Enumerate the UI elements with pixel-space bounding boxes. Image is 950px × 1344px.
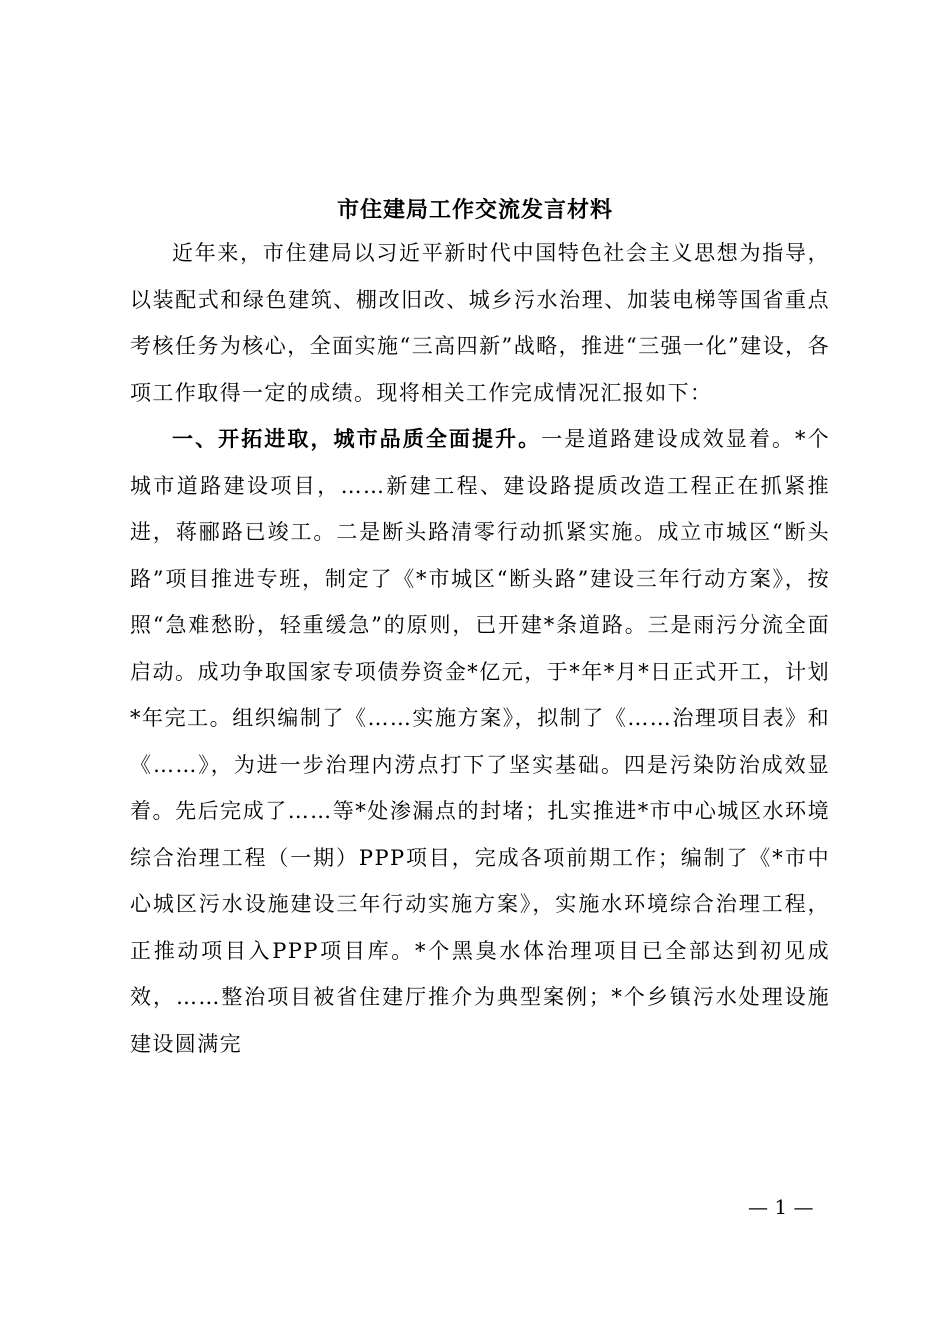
intro-paragraph: 近年来，市住建局以习近平新时代中国特色社会主义思想为指导，以装配式和绿色建筑、棚改旧改、城乡污水治理、加装电梯等国省重点考核任务为核心，全面实施“三高四新”战略，推进“三强一化”建设，各项工作取得一定的成绩。现将相关工作完成情况汇报如下： — [130, 241, 830, 405]
page-number: — 1 — — [748, 1195, 814, 1219]
section-1-paragraph — [130, 416, 830, 1067]
document-title: 市住建局工作交流发言材料 — [336, 197, 613, 223]
section-1-heading: 一、开拓进取，城市品质全面提升。 — [172, 427, 542, 451]
document-body — [130, 230, 830, 1067]
section-1-text: 一是道路建设成效显着。*个城市道路建设项目，……新建工程、建设路提质改造工程正在抓紧推进，蒋郦路已竣工。二是断头路清零行动抓紧实施。成立市城区“断头路”项目推进专班，制定了《*市城区“断头路”建设三年行动方案》，按照“急难愁盼，轻重缓急”的原则，已开建*条道路。三是雨污分流全面启动。成功争取国家专项债券资金*亿元，于*年*月*日正式开工，计划*年完工。组织编制了《……实施方案》，拟制了《……治理项目表》和《……》，为进一步治理内涝点打下了坚实基础。四是污染防治成效显着。先后完成了……等*处渗漏点的封堵；扎实推进*市中心城区水环境综合治理工程（一期）PPP项目，完成各项前期工作；编制了《*市中心城区污水设施建设三年行动实施方案》，实施水环境综合治理工程，正推动项目入PPP项目库。*个黑臭水体治理项目已全部达到初见成效，……整治项目被省住建厅推介为典型案例；*个乡镇污水处理设施建设圆满完 — [130, 427, 830, 1056]
